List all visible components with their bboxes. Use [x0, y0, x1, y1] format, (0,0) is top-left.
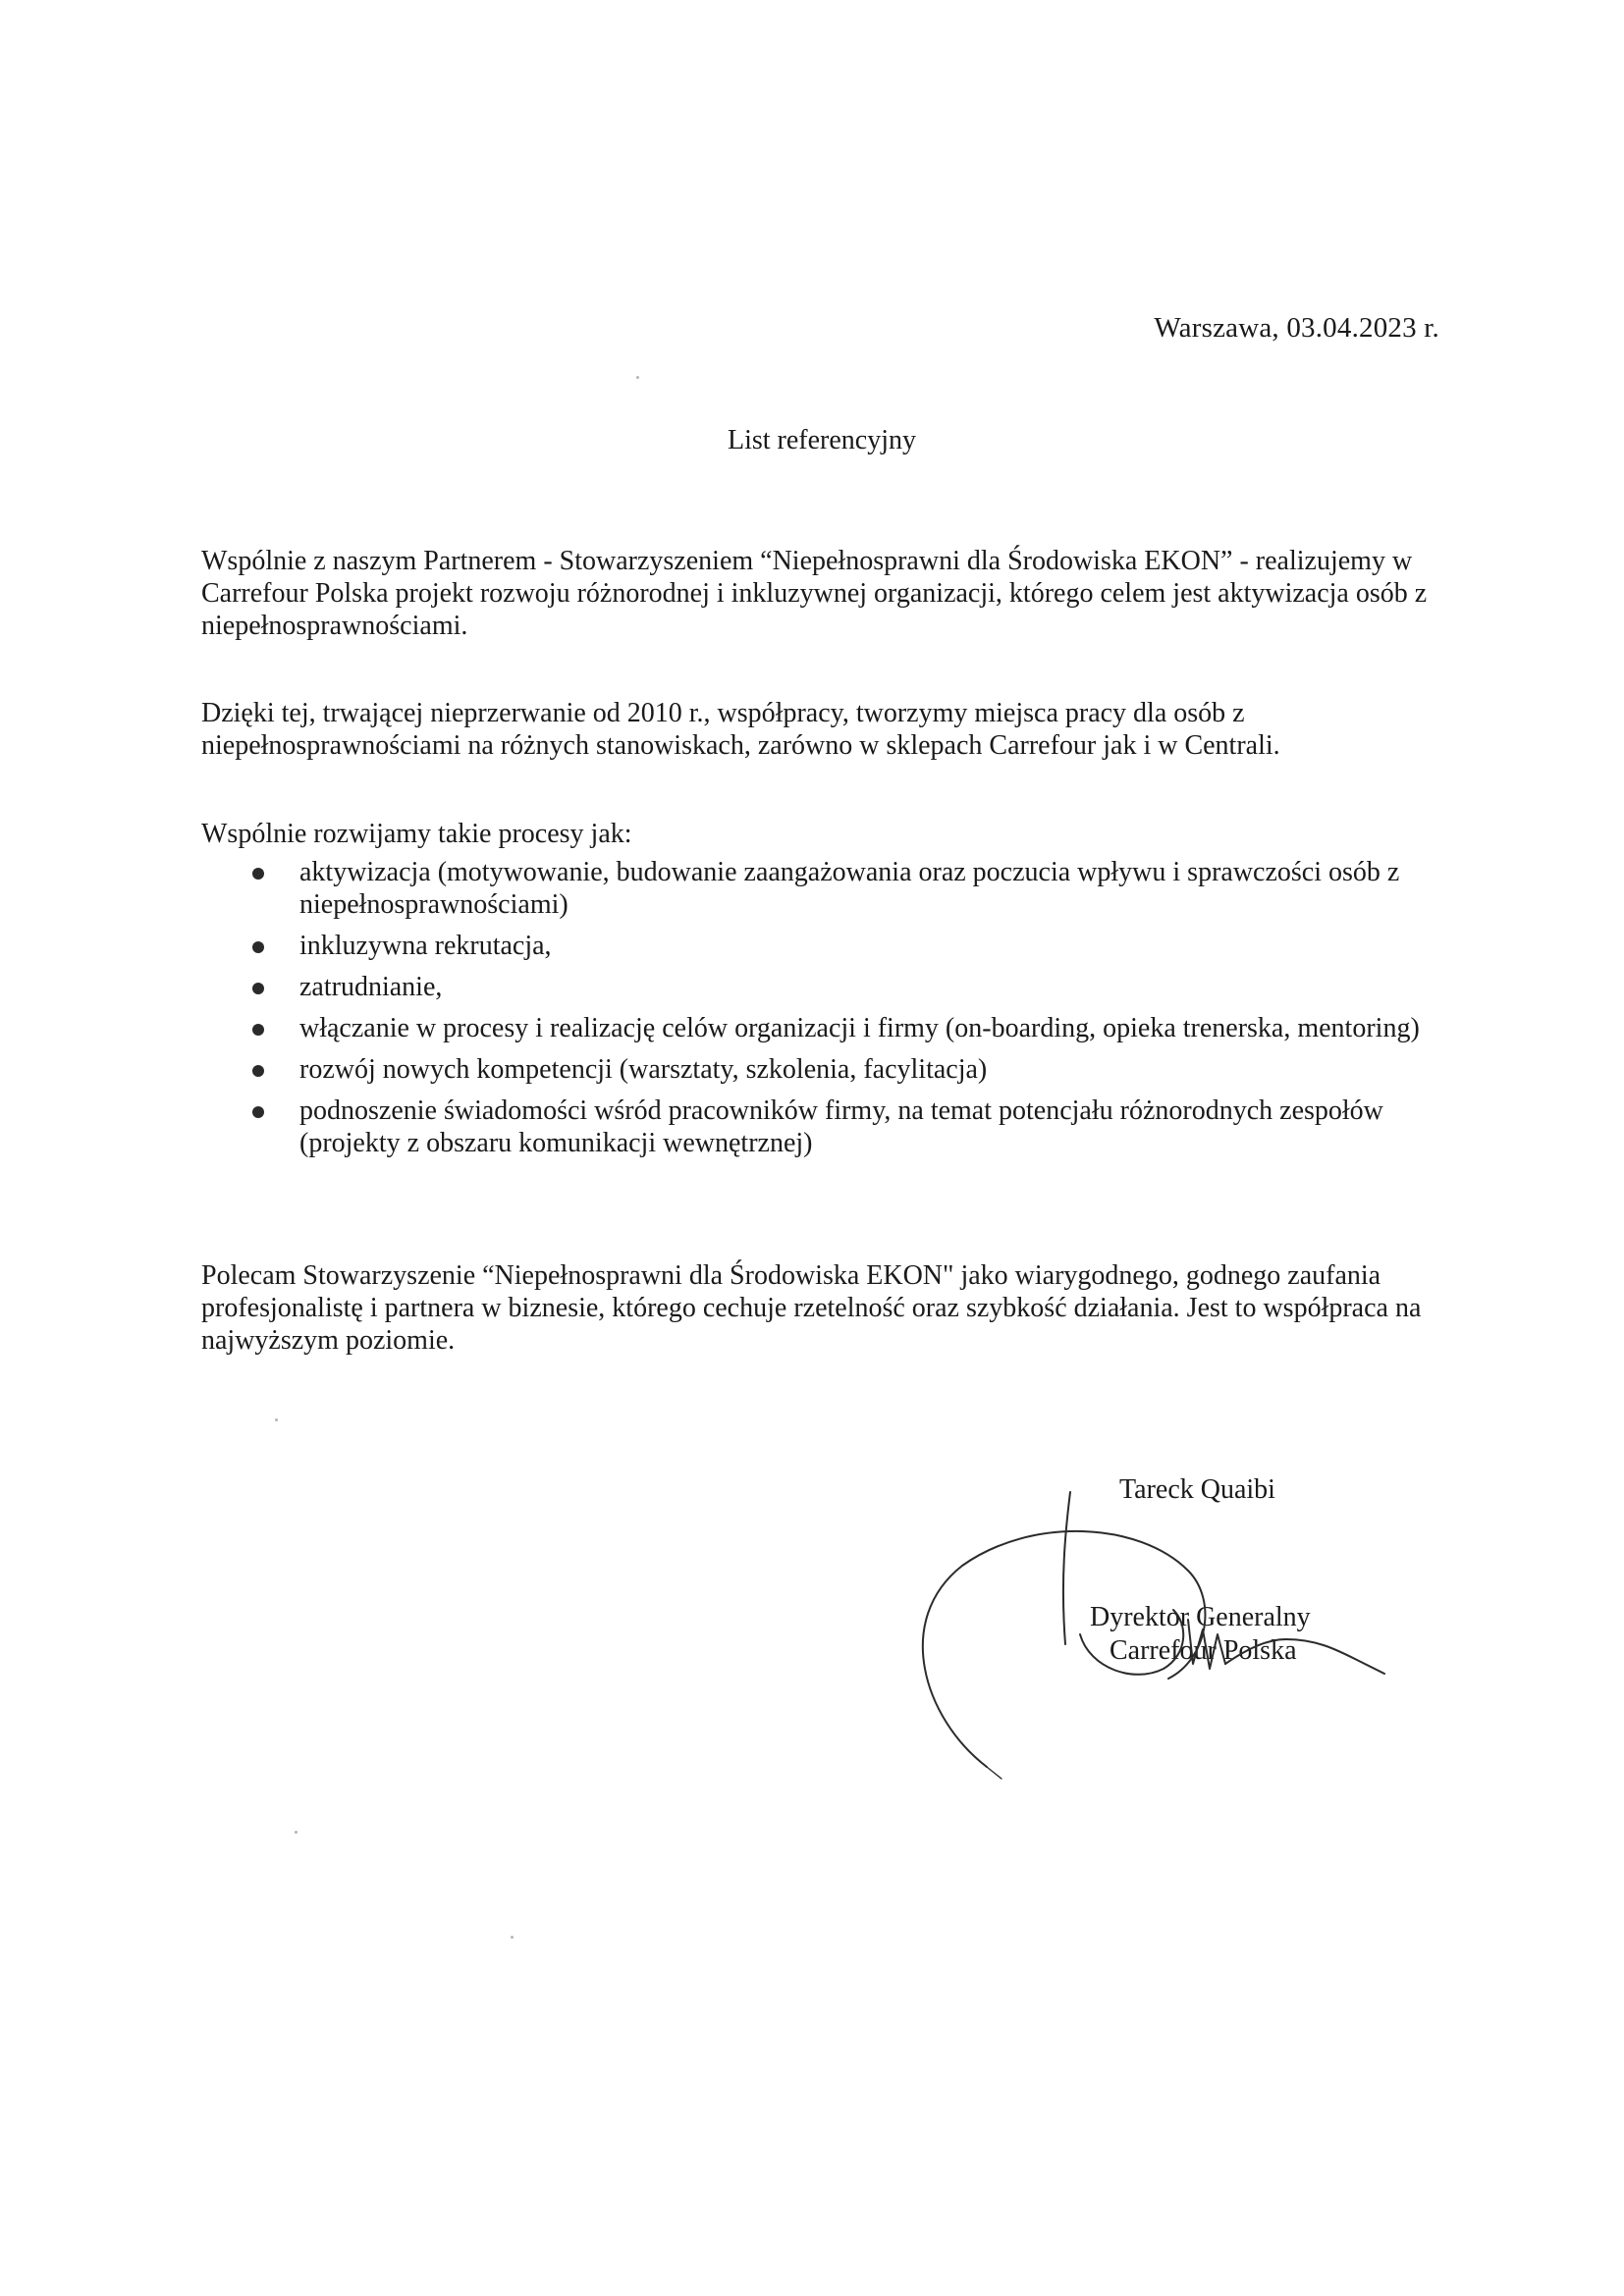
bullet-icon [252, 1024, 264, 1036]
paragraph-cooperation: Dzięki tej, trwającej nieprzerwanie od 2010 r., współpracy, tworzymy miejsca pracy dla osób z niepełnosprawnościami na różnych stanowiskach, zarówno w sklepach Carrefour jak i w Centrali. [201, 698, 1280, 761]
scan-speck [295, 1831, 298, 1834]
signatory-name: Tareck Quaibi [1119, 1474, 1275, 1505]
list-item [201, 930, 1429, 962]
list-intro: Wspólnie rozwijamy takie procesy jak: [201, 819, 632, 849]
signatory-role: Dyrektor Generalny [1090, 1602, 1311, 1632]
list-item [201, 971, 1429, 1003]
handwritten-signature [893, 1472, 1404, 1787]
paragraph-recommendation: Polecam Stowarzyszenie “Niepełnosprawni dla Środowiska EKON" jako wiarygodnego, godnego zaufania profesjonalistę i partnera w biznesie, którego cechuje rzetelność oraz szybkość działania. Jest to współpraca na najwyższym poziomie. [201, 1260, 1422, 1356]
scan-speck [275, 1418, 278, 1421]
scan-speck [511, 1936, 514, 1939]
bullet-icon [252, 941, 264, 953]
process-list [201, 856, 1429, 1168]
list-item [201, 856, 1429, 921]
bullet-icon [252, 868, 264, 880]
signatory-company: Carrefour Polska [1110, 1635, 1297, 1666]
list-item-text: podnoszenie świadomości wśród pracowników firmy, na temat potencjału różnorodnych zespołów (projekty z obszaru komunikacji wewnętrznej) [299, 1095, 1383, 1158]
date-line: Warszawa, 03.04.2023 r. [1154, 312, 1439, 344]
letter-title: List referencyjny [727, 425, 917, 455]
scan-speck [636, 376, 639, 379]
list-item-text: włączanie w procesy i realizację celów organizacji i firmy (on-boarding, opieka trenerska, mentoring) [299, 1013, 1420, 1043]
list-item-text: inkluzywna rekrutacja, [299, 931, 552, 961]
paragraph-partnership: Wspólnie z naszym Partnerem - Stowarzyszeniem “Niepełnosprawni dla Środowiska EKON” - realizujemy w Carrefour Polska projekt rozwoju różnorodnej i inkluzywnej organizacji, którego celem jest aktywizacja osób z niepełnosprawnościami. [201, 546, 1428, 641]
list-item [201, 1053, 1429, 1086]
bullet-icon [252, 1065, 264, 1077]
list-item [201, 1012, 1429, 1044]
bullet-icon [252, 1106, 264, 1118]
list-item [201, 1095, 1429, 1159]
bullet-icon [252, 983, 264, 994]
list-item-text: aktywizacja (motywowanie, budowanie zaangażowania oraz poczucia wpływu i sprawczości osób z niepełnosprawnościami) [299, 857, 1400, 920]
list-item-text: zatrudnianie, [299, 972, 443, 1002]
list-item-text: rozwój nowych kompetencji (warsztaty, szkolenia, facylitacja) [299, 1054, 988, 1085]
